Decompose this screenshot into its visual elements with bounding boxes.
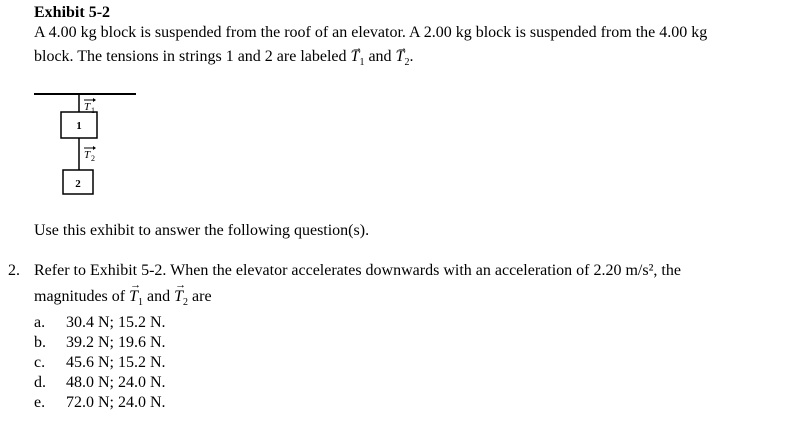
string-1-label (84, 98, 96, 115)
question-number: 2. (8, 262, 20, 279)
exhibit-intro-line2: block. The tensions in strings 1 and 2 are labeled → $T_1$ and → $T_2$. (34, 45, 784, 75)
option-d-letter: d. (34, 374, 46, 391)
option-c-text: 45.6 N; 15.2 N. (66, 354, 166, 371)
option-d-text: 48.0 N; 24.0 N. (66, 374, 166, 391)
svg-text:T: T (84, 101, 91, 113)
exhibit-intro-and: and (368, 48, 392, 65)
question-line2: magnitudes of → $T_1$ and → $T_2$ are (34, 288, 212, 308)
string-2-label (84, 146, 96, 163)
option-e-letter: e. (34, 394, 46, 411)
option-a-letter: a. (34, 314, 46, 331)
q-tension1-vector: → $T_1$ (129, 288, 143, 308)
question-line1: Refer to Exhibit 5-2. When the elevator accelerates downwards with an acceleration of 2.20 m/s², the (34, 262, 681, 279)
svg-text:T: T (84, 149, 91, 161)
block-1-label: 1 (76, 120, 82, 132)
option-b-letter: b. (34, 334, 46, 351)
instruction-text: Use this exhibit to answer the following question(s). (34, 222, 370, 239)
option-a-text: 30.4 N; 15.2 N. (66, 314, 166, 331)
option-b-text: 39.2 N; 19.6 N. (66, 334, 166, 351)
svg-text:1: 1 (91, 106, 95, 115)
tension2-vector: → $T_2$ (396, 45, 410, 75)
svg-text:2: 2 (91, 154, 95, 163)
q-tension2-vector: → $T_2$ (174, 288, 188, 308)
exhibit-title: Exhibit 5-2 (34, 4, 111, 21)
exhibit-intro-line1: A 4.00 kg block is suspended from the roof of an elevator. A 2.00 kg block is suspended from the 4.00 kg (34, 24, 708, 41)
exhibit-intro-text: block. The tensions in strings 1 and 2 are labeled (34, 48, 351, 65)
tension1-vector: → $T_1$ (351, 45, 365, 75)
option-e-text: 72.0 N; 24.0 N. (66, 394, 166, 411)
option-c-letter: c. (34, 354, 46, 371)
block-2-label: 2 (75, 178, 81, 190)
